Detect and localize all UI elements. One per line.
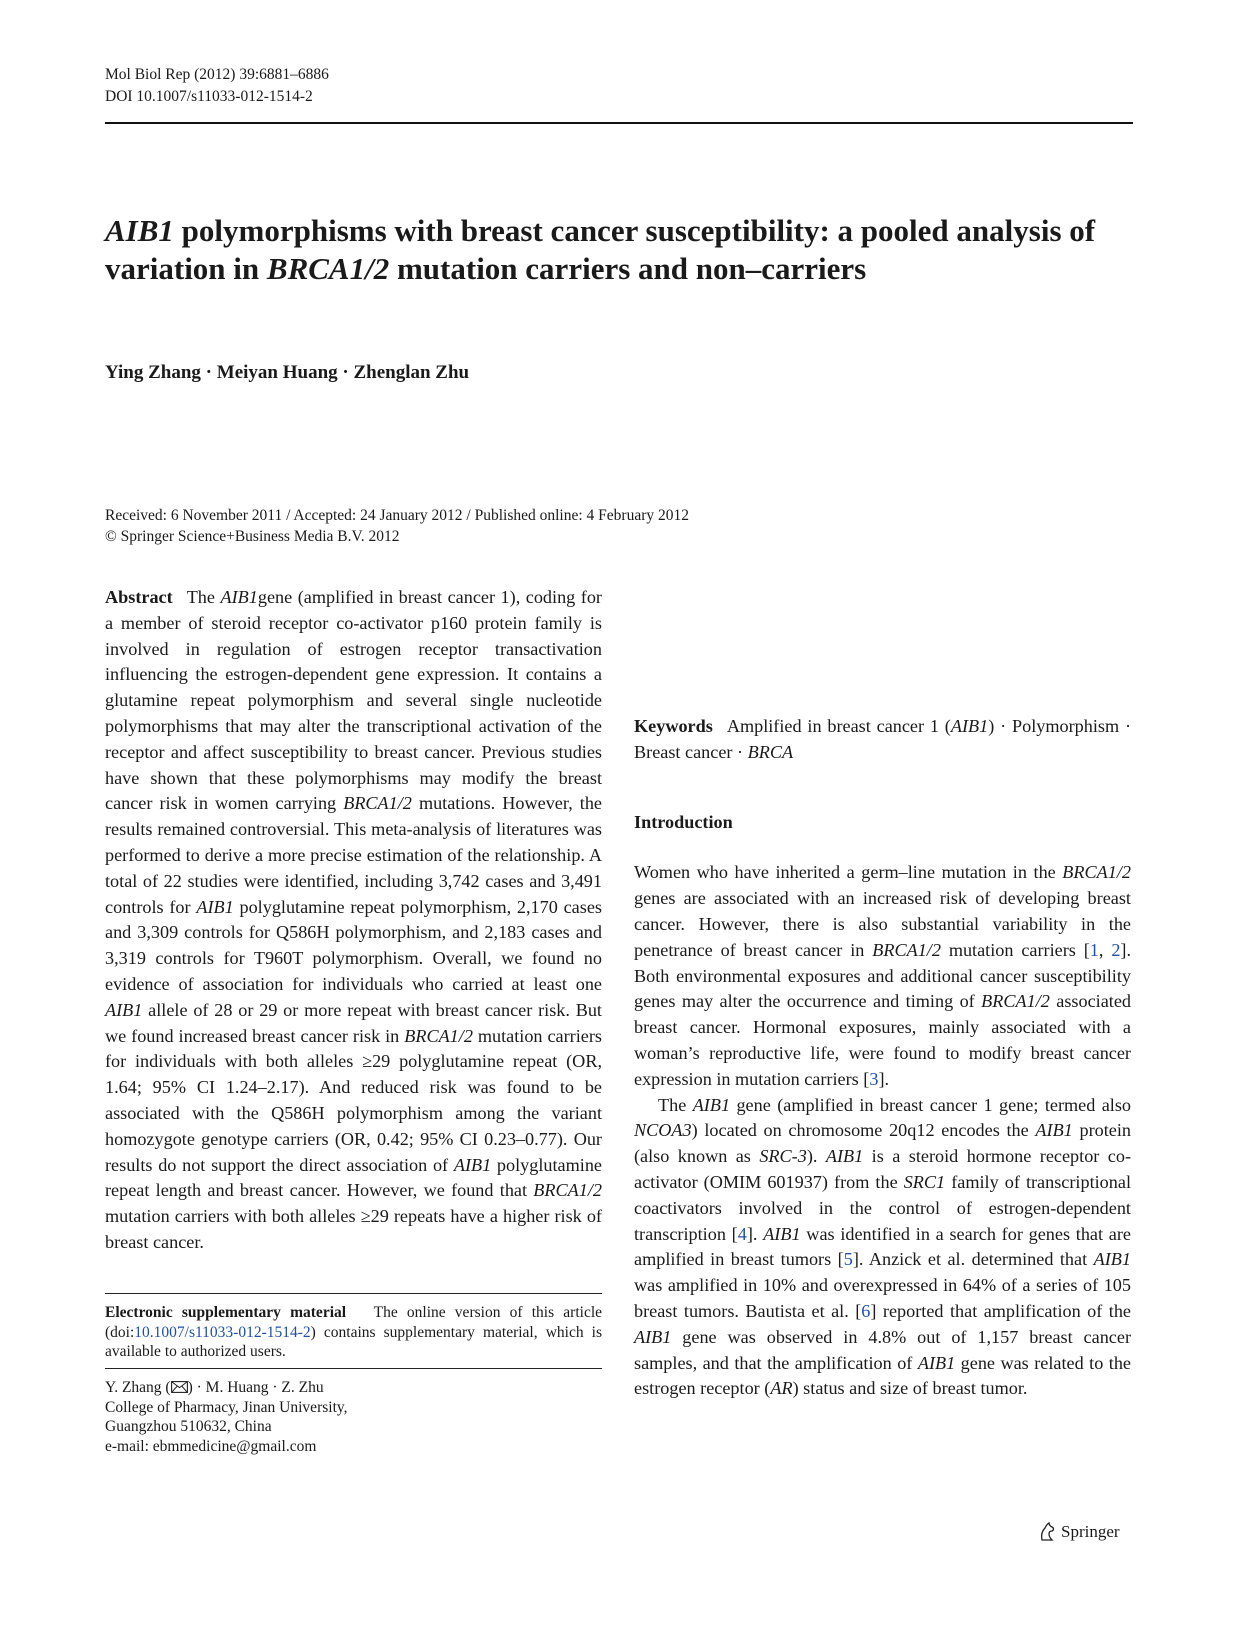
copyright-line: © Springer Science+Business Media B.V. 2012 — [105, 528, 400, 545]
authors: Ying Zhang · Meiyan Huang · Zhenglan Zhu — [105, 362, 470, 383]
citation-link[interactable]: 2 — [1111, 939, 1121, 960]
journal-citation: Mol Biol Rep (2012) 39:6881–6886 — [105, 66, 329, 83]
footnote-rule — [105, 1293, 602, 1294]
supplementary-note: Electronic supplementary material The online version of this article (doi:10.1007/s11033-012-1514-2) contains supplementary material, which is available to authorized users. — [105, 1304, 603, 1360]
esm-label: Electronic supplementary material — [105, 1304, 347, 1321]
header-rule — [105, 122, 1133, 124]
publisher-logo — [1038, 1522, 1120, 1542]
citation-link[interactable]: 4 — [737, 1223, 747, 1244]
right-column-body — [634, 714, 1131, 1402]
affiliation — [105, 1378, 602, 1456]
publisher-name: Springer — [1061, 1522, 1120, 1541]
citation-link[interactable]: 3 — [869, 1068, 879, 1089]
springer-horse-icon — [1038, 1522, 1056, 1542]
abstract-label: Abstract — [105, 587, 173, 607]
intro-paragraph-1: Women who have inherited a germ–line mutation in the BRCA1/2 genes are associated with an increased risk of developing breast cancer. However, there is also substantial variability in the penetrance of breast cancer in BRCA1/2 mutation carriers [1, 2]. Both environmental exposures and additional cancer susceptibility genes may alter the occurrence and timing of BRCA1/2 associated breast cancer. Hormonal exposures, mainly associated with a woman’s reproductive life, were found to modify breast cancer expression in mutation carriers [3]. — [634, 862, 1132, 1089]
keywords: Keywords Amplified in breast cancer 1 (AIB1) · Polymorphism · Breast cancer · BRCA — [634, 716, 1131, 762]
doi: DOI 10.1007/s11033-012-1514-2 — [105, 88, 313, 105]
affiliation-line: College of Pharmacy, Jinan University, — [105, 1398, 348, 1416]
introduction-heading: Introduction — [634, 811, 733, 832]
intro-paragraph-2: The AIB1 gene (amplified in breast cancer 1 gene; termed also NCOA3) located on chromosome 20q12 encodes the AIB1 protein (also known as SRC-3). AIB1 is a steroid hormone receptor co-activator (OMIM 601937) from the SRC1 family of transcriptional coactivators involved in the control of estrogen-dependent transcription [4]. AIB1 was identified in a search for genes that are amplified in breast tumors [5]. Anzick et al. determined that AIB1 was amplified in 10% and overexpressed in 64% of a series of 105 breast tumors. Bautista et al. [6] reported that amplification of the AIB1 gene was observed in 4.8% out of 1,157 breast cancer samples, and that the amplification of AIB1 gene was related to the estrogen receptor (AR) status and size of breast tumor. — [634, 1094, 1132, 1399]
dates-line: Received: 6 November 2011 / Accepted: 24 January 2012 / Published online: 4 February 2012 — [105, 507, 689, 524]
author-names: Y. Zhang ( ) · M. Huang · Z. Zhu — [105, 1379, 324, 1396]
right-column — [634, 559, 1131, 585]
citation-link[interactable]: 1 — [1089, 939, 1099, 960]
envelope-icon — [171, 1381, 188, 1393]
article-title: AIB1 polymorphisms with breast cancer susceptibility: a pooled analysis of variation in BRCA1/2 mutation carriers and non–carriers — [105, 213, 1096, 286]
citation-link[interactable]: 5 — [843, 1249, 853, 1270]
left-column — [105, 585, 602, 1256]
email: e-mail: ebmmedicine@gmail.com — [105, 1437, 317, 1455]
affiliation-line: Guangzhou 510632, China — [105, 1418, 272, 1435]
article-history — [105, 505, 689, 547]
abstract: Abstract The AIB1gene (amplified in breast cancer 1), coding for a member of steroid receptor co-activator p160 protein family is involved in regulation of estrogen receptor transactivation influencing the estrogen-dependent gene expression. It contains a glutamine repeat polymorphism and several single nucleotide polymorphisms that may alter the transcriptional activation of the receptor and affect susceptibility to breast cancer. Previous studies have shown that these polymorphisms may modify the breast cancer risk in women carrying BRCA1/2 mutations. However, the results remained controversial. This meta-analysis of literatures was performed to derive a more precise estimation of the relationship. A total of 22 studies were identified, including 3,742 cases and 3,491 controls for AIB1 polyglutamine repeat polymorphism, 2,170 cases and 3,309 controls for Q586H polymorphism, and 2,183 cases and 3,319 controls for T960T polymorphism. Overall, we found no evidence of association for individuals who carried at least one AIB1 allele of 28 or 29 or more repeat with breast cancer risk. But we found increased breast cancer risk in BRCA1/2 mutation carriers for individuals with both alleles ≥29 polyglutamine repeat (OR, 1.64; 95% CI 1.24–2.17). And reduced risk was found to be associated with the Q586H polymorphism among the variant homozygote genotype carriers (OR, 0.42; 95% CI 0.23–0.77). Our results do not support the direct association of AIB1 polyglutamine repeat length and breast cancer. However, we found that BRCA1/2 mutation carriers with both alleles ≥29 repeats have a higher risk of breast cancer. — [105, 587, 602, 1252]
citation-link[interactable]: 6 — [861, 1300, 871, 1321]
doi-link[interactable]: 10.1007/s11033-012-1514-2 — [134, 1323, 311, 1341]
keywords-label: Keywords — [634, 716, 713, 736]
running-header — [105, 64, 329, 108]
footnote-rule — [105, 1368, 602, 1369]
